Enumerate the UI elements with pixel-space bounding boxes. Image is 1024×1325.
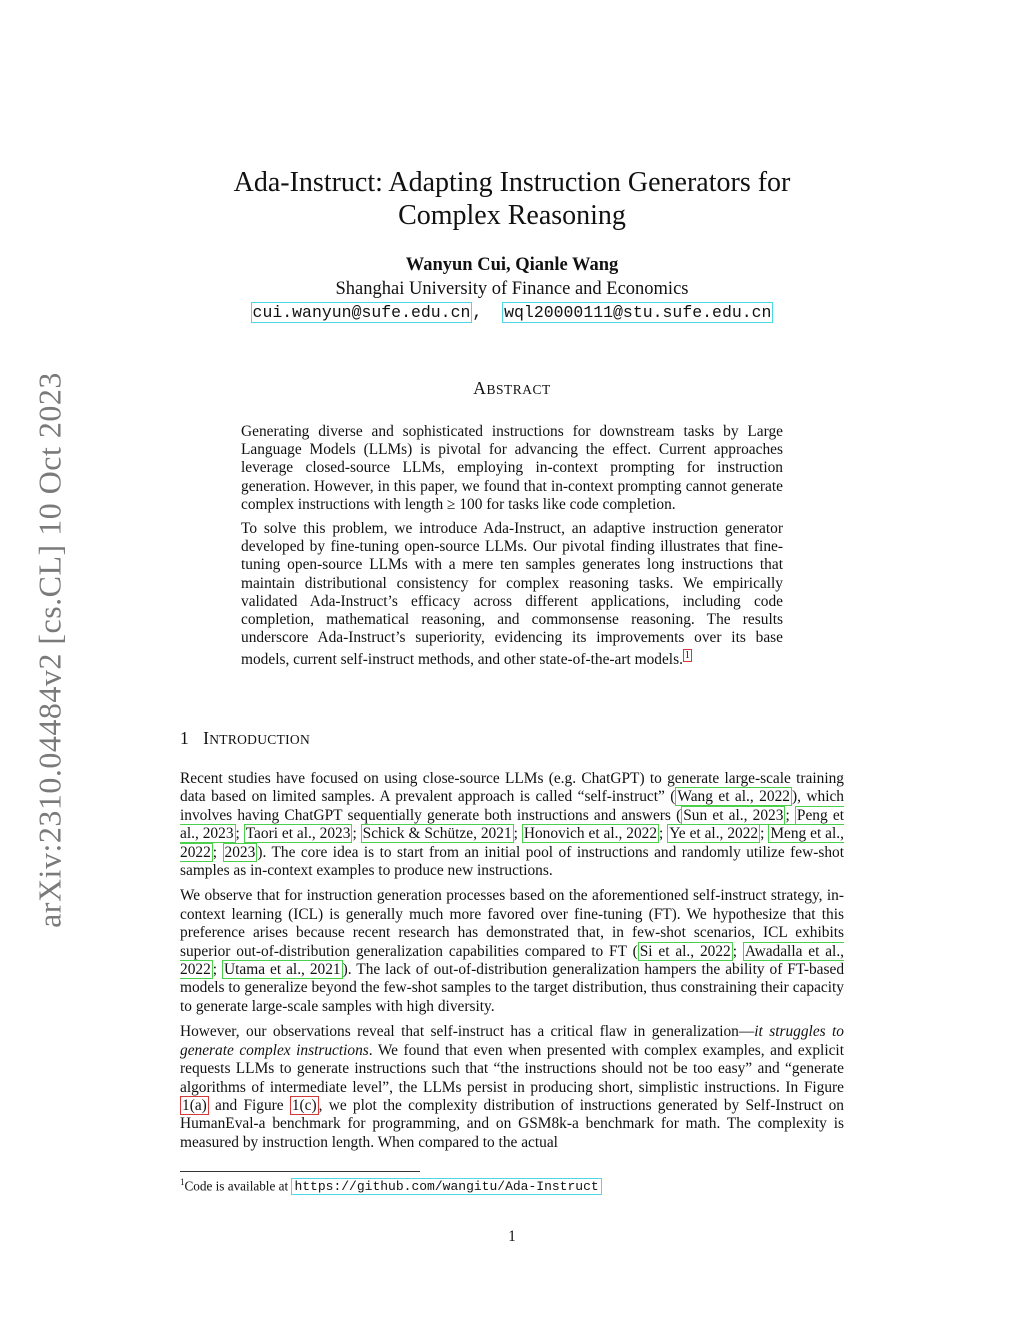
citation-link[interactable]: 2023: [224, 843, 256, 861]
intro-paragraph-2: We observe that for instruction generation processes based on the aforementioned self-instruct strategy, in-context learning (ICL) is generally much more favored over fine-tuning (FT). We hypothesize that this preference arises because recent research has demonstrated that, in few-shot scenarios, ICL exhibits superior out-of-distribution generalization capabilities compared to FT ( Si et al., 2022 ; Awadalla et al., 2022 ; Utama et al., 2021 ). The lack of out-of-distribution generalization hampers the ability of FT-based models to generalize beyond the few-shot samples to the target distribution, thus constraining their capacity to generate large-scale samples with high diversity.: [180, 887, 845, 1015]
body-text: , we plot the complexity distribution of instructions generated by Self-Instruct on HumanEval-a benchmark for programming, and on GSM8k-a benchmark for math. The complexity is measured by instruction length. When compared to the actual: [180, 1096, 844, 1151]
abstract-math: ≥ 100: [447, 495, 483, 513]
body-text: ). The lack of out-of-distribution generalization hampers the ability of FT-based models to generalize beyond the few-shot samples to the target distribution, thus constraining their capacity to generate large-scale samples with high diversity.: [180, 961, 845, 1015]
footnote-text: Code is available at: [184, 1178, 292, 1194]
footnote-mark: 1: [180, 1177, 185, 1187]
citation-link[interactable]: Peng et al., 2023: [180, 806, 844, 843]
email-link-1[interactable]: cui.wanyun@sufe.edu.cn: [252, 303, 471, 322]
citation-link[interactable]: Ye et al., 2022: [669, 825, 759, 843]
abstract-text: for tasks like code completion.: [482, 495, 676, 513]
footnote-ref-link[interactable]: 1: [684, 650, 690, 662]
page-number: 1: [508, 1228, 516, 1245]
abstract-paragraph-1: [241, 423, 783, 514]
body-text: Recent studies have focused on using close-source LLMs (e.g. ChatGPT) to generate large-scale training data based on limited samples. A prevalent approach is called “self-instruct” (: [180, 770, 844, 806]
citation-link[interactable]: Utama et al., 2021: [224, 961, 341, 979]
citation-link[interactable]: Awadalla et al., 2022: [180, 942, 845, 979]
body-text: and Figure: [208, 1096, 290, 1114]
citation-link[interactable]: Schick & Schütze, 2021: [362, 825, 512, 843]
email-link-2[interactable]: wql20000111@stu.sufe.edu.cn: [504, 303, 772, 322]
citation-link[interactable]: Si et al., 2022: [639, 942, 731, 960]
body-text: However, our observations reveal that self-instruct has a critical flaw in generalization—: [180, 1023, 755, 1041]
authors: Wanyun Cui, Qianle Wang: [405, 255, 619, 275]
figure-ref-link[interactable]: 1(c): [291, 1096, 317, 1114]
section-number: 1: [180, 728, 190, 748]
abstract-heading-rest: BSTRACT: [486, 382, 551, 397]
citation-link[interactable]: Wang et al., 2022: [677, 788, 790, 806]
intro-paragraph-3: [180, 1023, 844, 1152]
figure-ref-link[interactable]: 1(a): [182, 1096, 207, 1114]
citation-link[interactable]: Meng et al., 2022: [180, 825, 844, 861]
abstract-text: Generating diverse and sophisticated instructions for downstream tasks by Large Language Models (LLMs) is pivotal for advancing the effect. Current approaches leverage closed-source LLMs, employing in-context prompting for instruction generation. However, in this paper, we found that in-context prompting cannot generate complex instructions with length: [241, 423, 783, 513]
body-emphasis: it struggles to generate complex instructions: [180, 1023, 845, 1059]
abstract-text: To solve this problem, we introduce Ada-Instruct, an adaptive instruction generator developed by fine-tuning open-source LLMs. Our pivotal finding illustrates that fine-tuning open-source LLMs with a mere ten samples generates long instructions that maintain distributional consistency for complex reasoning tasks. We empirically validated Ada-Instruct’s efficacy across different applications, including code completion, mathematical reasoning, and commonsense reasoning. The results underscore Ada-Instruct’s superiority, evidencing its improvements over its base models, current self-instruct methods, and other state-of-the-art models.: [241, 520, 783, 669]
introduction-body: [180, 770, 844, 1159]
affiliation: Shanghai University of Finance and Economics: [335, 279, 689, 299]
section-title-rest: NTRODUCTION: [209, 732, 311, 747]
paper-title: [0, 166, 1024, 232]
section-heading-introduction: [180, 728, 310, 749]
arxiv-stamp: arXiv:2310.04484v2 [cs.CL] 10 Oct 2023: [31, 372, 68, 928]
citation-link[interactable]: Taori et al., 2023: [245, 825, 351, 843]
title-line-2: Complex Reasoning: [398, 200, 626, 231]
github-url-link[interactable]: https://github.com/wangitu/Ada-Instruct: [291, 1178, 601, 1195]
email-separator: ,: [472, 303, 483, 322]
abstract-body: [241, 423, 783, 676]
title-line-1: Ada-Instruct: Adapting Instruction Generators for: [233, 167, 791, 198]
citation-link[interactable]: Sun et al., 2023: [683, 806, 784, 824]
footnote: [180, 1177, 602, 1194]
section-title-first: I: [203, 728, 210, 748]
abstract-heading: [0, 378, 1024, 399]
intro-paragraph-1: Recent studies have focused on using close-source LLMs (e.g. ChatGPT) to generate large-scale training data based on limited samples. A prevalent approach is called “self-instruct” ( Wang et al., 2022 ), which involves having ChatGPT sequentially generate both instructions and answers ( Sun et al., 2023 ; Peng et al., 2023 ; Taori et al., 2023 ; Schick & Schütze, 2021 ; Honovich et al., 2022 ; Ye et al., 2022 ; Meng et al., 2022 ; 2023 ). The core idea is to start from an initial pool of instructions and randomly utilize few-shot samples as in-context examples to produce new instructions.: [180, 770, 845, 880]
abstract-heading-first: A: [473, 378, 487, 398]
body-text: . We found that even when presented with complex examples, and explicit requests LLMs to generate instructions such that “the instructions should not be too easy” and “generate algorithms of intermediate level”, the LLMs persist in producing short, simplistic instructions. In Figure: [180, 1041, 844, 1096]
abstract-paragraph-2: [241, 520, 783, 670]
body-text: We observe that for instruction generation processes based on the aforementioned self-instruct strategy, in-context learning (ICL) is generally much more favored over fine-tuning (FT). We hypothesize that this preference arises because recent research has demonstrated that, in few-shot scenarios, ICL exhibits superior out-of-distribution generalization capabilities compared to FT (: [180, 887, 844, 960]
footnote-rule: [180, 1171, 420, 1172]
emails: [0, 303, 1024, 322]
citation-link[interactable]: Honovich et al., 2022: [523, 825, 658, 843]
body-text: ), which involves having ChatGPT sequentially generate both instructions and answers (: [180, 788, 845, 824]
body-text: ). The core idea is to start from an initial pool of instructions and randomly utilize few-shot samples as in-context examples to produce new instructions.: [180, 843, 845, 880]
